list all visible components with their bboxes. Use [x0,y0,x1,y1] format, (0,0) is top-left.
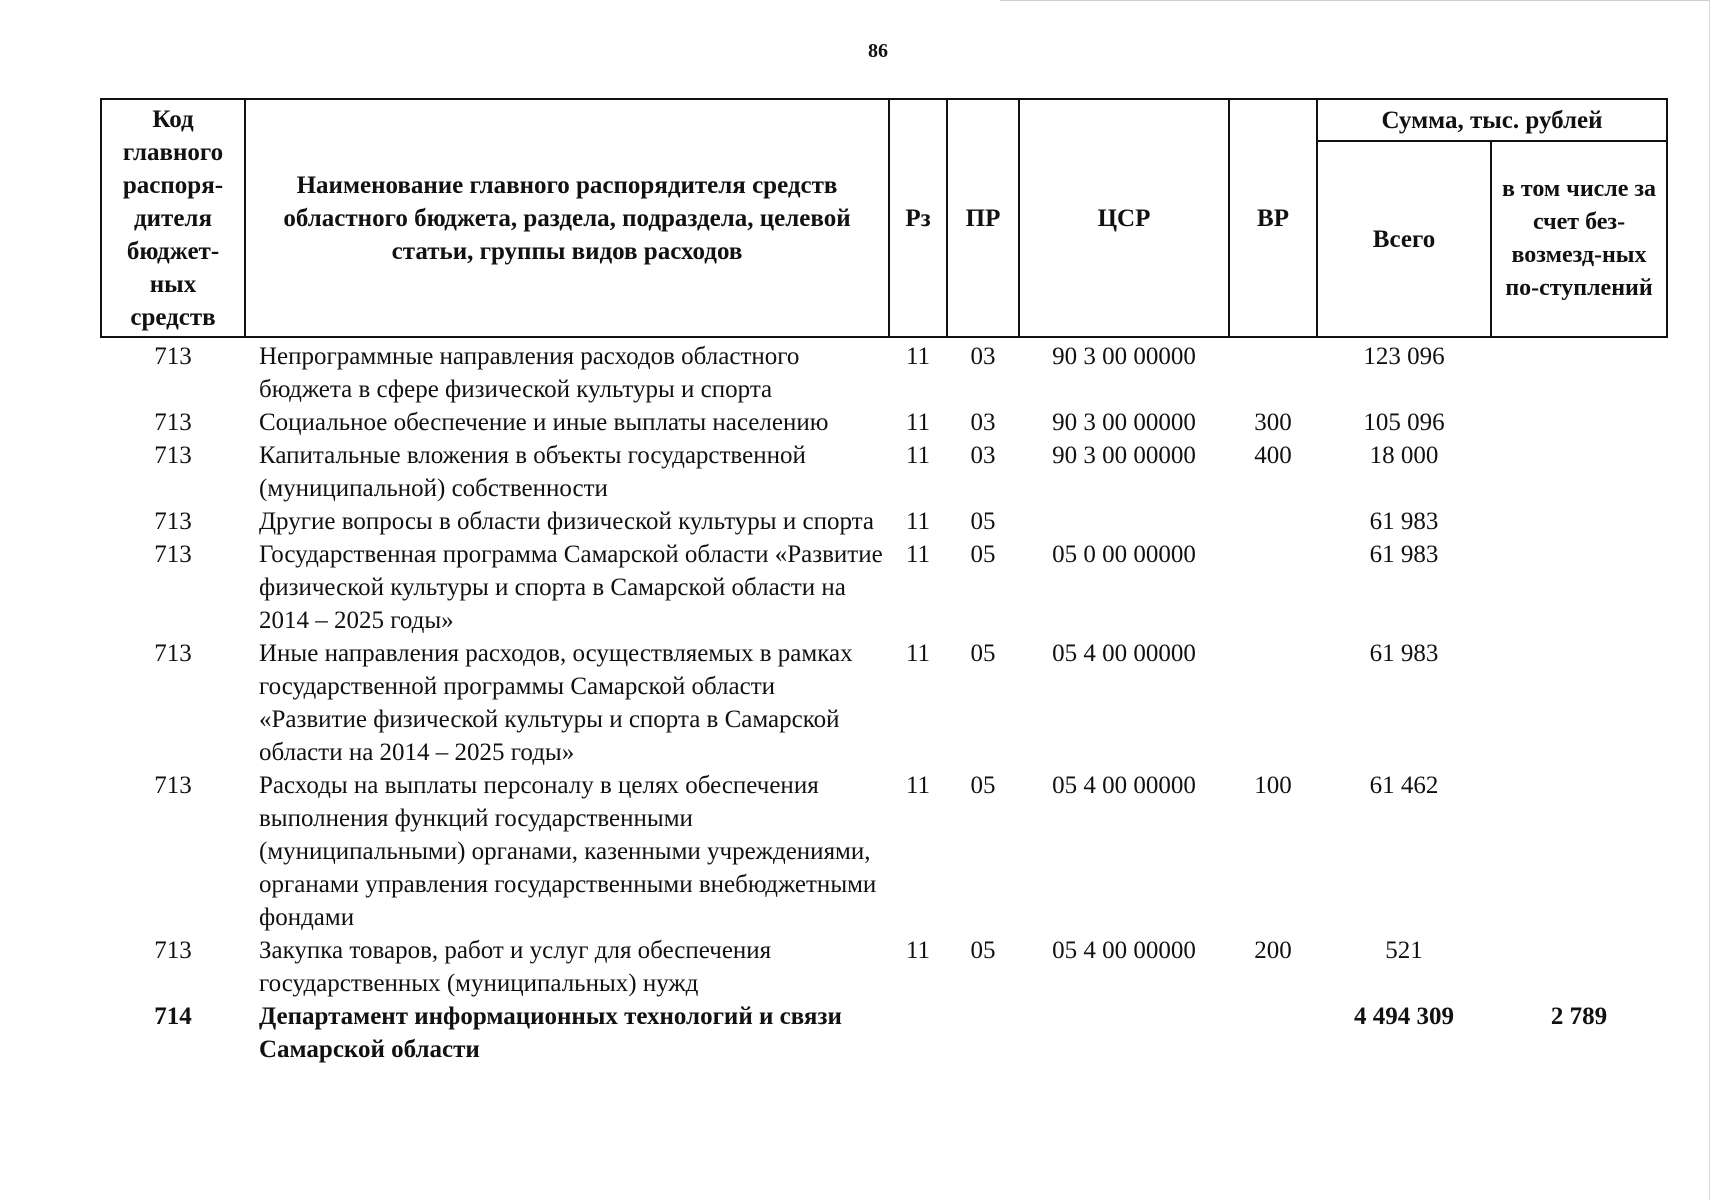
cell-free [1491,769,1667,934]
cell-total: 61 983 [1369,541,1439,568]
cell-total: 61 983 [1369,640,1439,667]
cell-pr: 03 [970,442,996,469]
scan-edge-line [1000,0,1710,1]
cell-code: 713 [154,409,192,436]
cell-vr: 200 [1254,937,1292,964]
cell-name: Другие вопросы в области физической культуры и спорта [259,508,874,535]
cell-total: 521 [1385,937,1423,964]
cell-free [1491,505,1667,538]
cell-csr: 05 0 00 00000 [1052,541,1196,568]
cell-rz: 11 [905,343,931,370]
table-body [101,337,1667,1066]
cell-code: 713 [154,442,192,469]
table-row [101,505,1667,538]
cell-name: Капитальные вложения в объекты государственной (муниципальной) собственности [259,442,806,502]
cell-pr: 05 [970,937,996,964]
cell-csr [1019,1000,1229,1066]
table-row [101,406,1667,439]
header-total: Всего [1317,141,1491,337]
table-row [101,1000,1667,1066]
budget-table [100,98,1668,1066]
cell-vr [1229,1000,1317,1066]
cell-csr: 90 3 00 00000 [1052,442,1196,469]
cell-vr [1229,337,1317,406]
cell-name: Непрограммные направления расходов областного бюджета в сфере физической культуры и спорта [259,343,800,403]
cell-pr: 05 [970,640,996,667]
cell-total: 61 462 [1369,772,1439,799]
cell-vr: 100 [1254,772,1292,799]
cell-free: 2 789 [1550,1003,1608,1030]
cell-code: 713 [154,508,192,535]
cell-name: Департамент информационных технологий и связи Самарской области [259,1003,842,1063]
cell-rz [889,1000,947,1066]
cell-csr: 05 4 00 00000 [1052,640,1196,667]
table-row [101,934,1667,1000]
cell-pr: 05 [970,772,996,799]
cell-code: 713 [154,772,192,799]
cell-name: Государственная программа Самарской области «Развитие физической культуры и спорта в Самарской области на 2014 – 2025 годы» [259,541,883,634]
table-row [101,637,1667,769]
table-row [101,538,1667,637]
cell-total: 61 983 [1369,508,1439,535]
header-csr: ЦСР [1019,99,1229,337]
cell-pr [947,1000,1019,1066]
cell-rz: 11 [905,640,931,667]
cell-total: 123 096 [1363,343,1445,370]
cell-total: 4 494 309 [1354,1003,1454,1030]
cell-csr: 90 3 00 00000 [1052,343,1196,370]
header-vr: ВР [1229,99,1317,337]
cell-code: 713 [154,343,192,370]
header-free: в том числе за счет без-возмезд-ных по-ступлений [1491,141,1667,337]
cell-rz: 11 [905,541,931,568]
cell-free [1491,538,1667,637]
header-name: Наименование главного распорядителя средств областного бюджета, раздела, подраздела, целевой статьи, группы видов расходов [245,99,889,337]
cell-rz: 11 [905,442,931,469]
cell-csr: 90 3 00 00000 [1052,409,1196,436]
cell-code: 713 [154,541,192,568]
cell-pr: 05 [970,508,996,535]
cell-pr: 03 [970,409,996,436]
table-row [101,769,1667,934]
cell-pr: 03 [970,343,996,370]
table-row [101,439,1667,505]
cell-name: Иные направления расходов, осуществляемых в рамках государственной программы Самарской области «Развитие физической культуры и спорта в Самарской области на 2014 – 2025 годы» [259,640,853,766]
cell-total: 18 000 [1369,442,1439,469]
header-rz: Рз [889,99,947,337]
cell-rz: 11 [905,508,931,535]
header-sum: Сумма, тыс. рублей [1317,99,1667,141]
cell-csr: 05 4 00 00000 [1052,937,1196,964]
cell-free [1491,934,1667,1000]
cell-code: 714 [154,1003,192,1030]
header-pr: ПР [947,99,1019,337]
cell-free [1491,637,1667,769]
cell-vr: 400 [1254,442,1292,469]
cell-free [1491,439,1667,505]
cell-name: Расходы на выплаты персоналу в целях обеспечения выполнения функций государственными (муниципальными) органами, казенными учреждениями, органами управления государственными внебюджетными фондами [259,772,877,931]
table-row [101,337,1667,406]
cell-free [1491,337,1667,406]
cell-csr: 05 4 00 00000 [1052,772,1196,799]
cell-code: 713 [154,937,192,964]
cell-vr [1229,505,1317,538]
cell-total: 105 096 [1363,409,1445,436]
cell-free [1491,406,1667,439]
cell-csr [1019,505,1229,538]
cell-rz: 11 [905,937,931,964]
header-code: Код главного распоря-дителя бюджет-ных средств [101,99,245,337]
cell-code: 713 [154,640,192,667]
cell-vr [1229,637,1317,769]
cell-rz: 11 [905,409,931,436]
cell-vr [1229,538,1317,637]
cell-pr: 05 [970,541,996,568]
cell-rz: 11 [905,772,931,799]
page-number: 86 [868,40,888,62]
cell-name: Закупка товаров, работ и услуг для обеспечения государственных (муниципальных) нужд [259,937,772,997]
cell-vr: 300 [1254,409,1292,436]
cell-name: Социальное обеспечение и иные выплаты населению [259,409,829,436]
table-header [101,99,1667,337]
